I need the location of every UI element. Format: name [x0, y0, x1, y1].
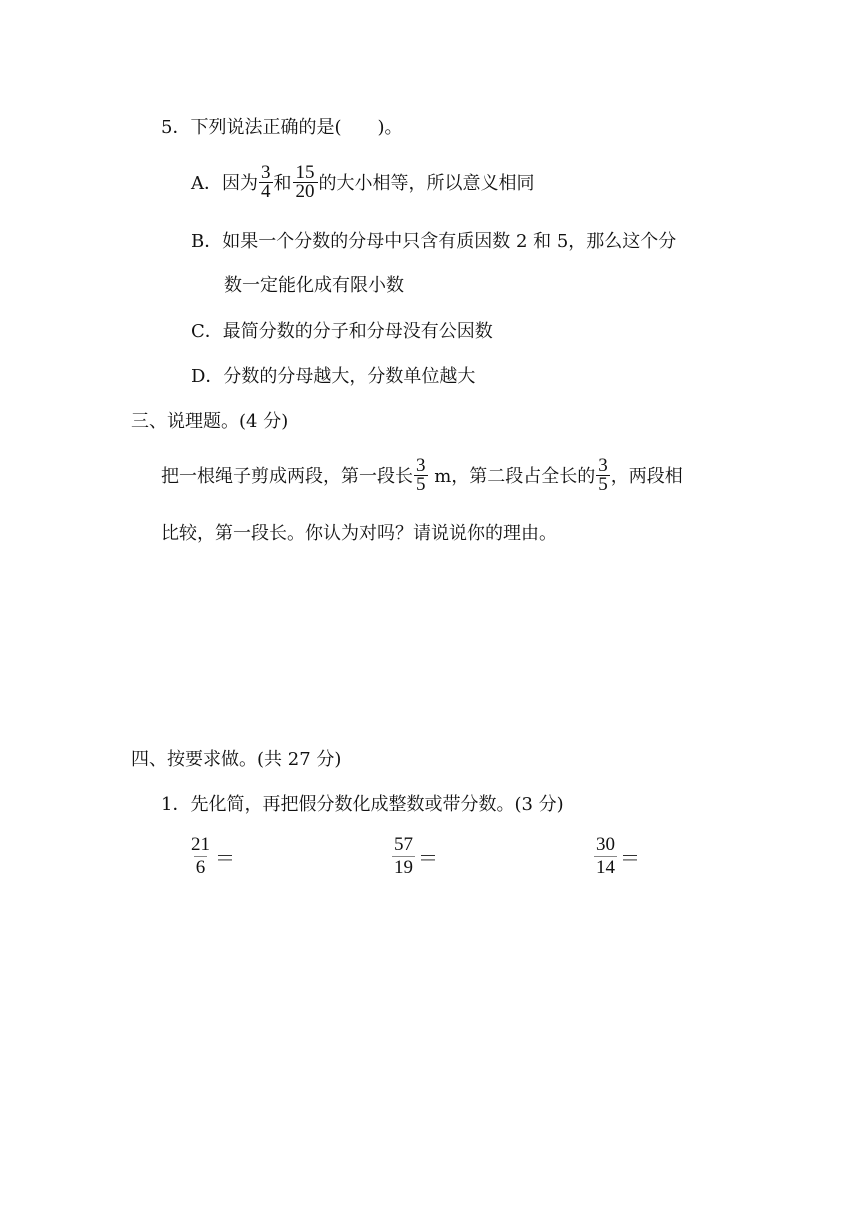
equals-sign: ＝ — [215, 848, 235, 870]
section4-heading: 四、按要求做。(共 27 分) — [131, 749, 342, 770]
calc-item-30-14 — [593, 834, 640, 879]
option-a-suffix: 的大小相等，所以意义相同 — [318, 173, 535, 194]
fraction-3-4: $\frac{3}{4}$ — [261, 161, 271, 202]
q5-option-b-line1: B．如果一个分数的分母中只含有质因数 2 和 5，那么这个分 — [191, 231, 677, 252]
section4-q1-stem: 1．先化简，再把假分数化成整数或带分数。(3 分) — [161, 794, 564, 815]
section3-heading: 三、说理题。(4 分) — [131, 411, 289, 432]
fraction-3-5-length: $\frac{3}{5}$ — [416, 454, 426, 495]
option-a-mid: 和 — [273, 173, 292, 194]
q5-option-c: C．最简分数的分子和分母没有公因数 — [191, 321, 493, 342]
fraction-3-5-ratio: $\frac{3}{5}$ — [598, 454, 608, 495]
calc-item-57-19 — [391, 834, 438, 879]
section3-line1: 把一根绳子剪成两段，第一段长 $\frac{3}{5}$ m，第二段占全长的 $\frac{3}{5}$ ，两段相 — [161, 454, 683, 495]
equals-sign: ＝ — [418, 848, 438, 870]
q5-option-a — [191, 162, 535, 202]
section3-line2: 比较，第一段长。你认为对吗？请说说你的理由。 — [161, 523, 557, 544]
q5-stem: 5．下列说法正确的是( )。 — [161, 117, 403, 138]
fraction-21-6: $\frac{21}{6}$ — [191, 834, 210, 878]
q5-option-b-line2: 数一定能化成有限小数 — [224, 275, 404, 296]
fraction-30-14: $\frac{30}{14}$ — [596, 834, 615, 878]
fraction-15-20: $\frac{15}{20}$ — [293, 164, 318, 201]
q5-option-d: D．分数的分母越大，分数单位越大 — [191, 366, 476, 387]
option-a-prefix: A．因为 — [191, 173, 258, 194]
equals-sign: ＝ — [620, 848, 640, 870]
calc-item-21-6 — [188, 834, 235, 879]
fraction-57-19: $\frac{57}{19}$ — [394, 834, 413, 878]
